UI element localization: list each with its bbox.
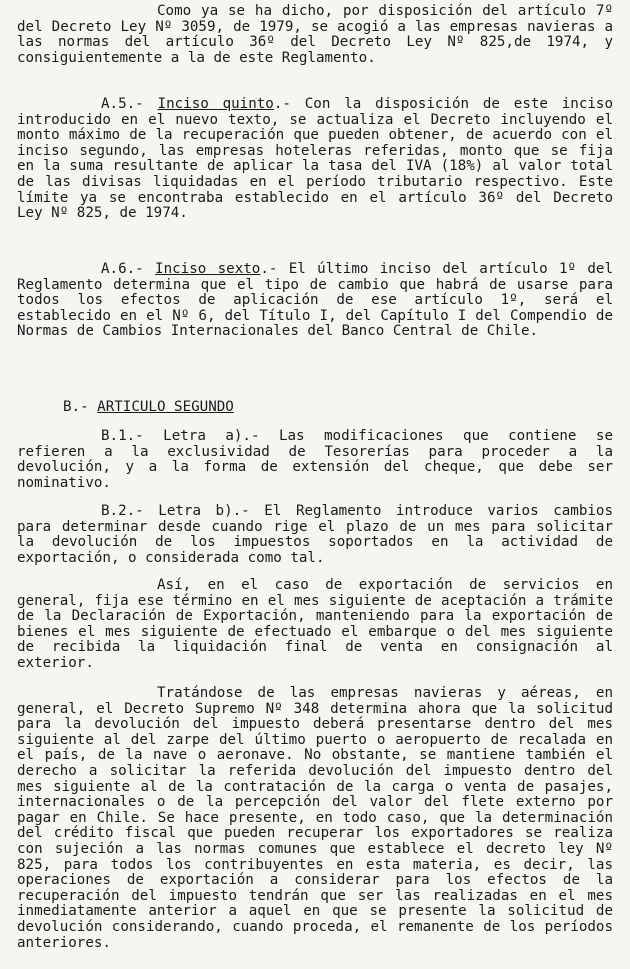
paragraph-intro: Como ya se ha dicho, por disposición del artículo 7º del Decreto Ley Nº 3059, de 1979, se acogió a las empresas navieras a las normas del artículo 36º del Decreto Ley Nº 825,de 1974, y consiguientemente a la de este Reglamento.: [17, 3, 613, 66]
a6-title: Inciso sexto: [155, 261, 261, 277]
section-heading-b: [63, 400, 234, 416]
section-b-label: B.-: [63, 399, 98, 415]
a5-title: Inciso quinto: [157, 96, 274, 112]
paragraph-asi: Así, en el caso de exportación de servicios en general, fija ese término en el mes siguiente de aceptación a trámite de la Declaración de Exportación, manteniendo para la exportación de bienes el mes siguiente de efectuado el embarque o del mes siguiente de recibida la liquidación final de venta en consignación al exterior.: [17, 577, 613, 671]
paragraph-b2: B.2.- Letra b).- El Reglamento introduce varios cambios para determinar desde cuando rige el plazo de un mes para solicitar la devolución de los impuestos soportados en la actividad de exportación, o considerada como tal.: [17, 503, 613, 566]
paragraph-tratandose: Tratándose de las empresas navieras y aéreas, en general, el Decreto Supremo Nº 348 determina ahora que la solicitud para la devolución del impuesto deberá presentarse dentro del mes siguiente al del zarpe del último puerto o aeropuerto de recalada en el país, de la nave o aeronave. No obstante, se mantiene también el derecho a solicitar la referida devolución del impuesto dentro del mes siguiente al de la contratación de la carga o venta de pasajes, internacionales o de la percepción del valor del flete externo por pagar en Chile. Se hace presente, en todo caso, que la determinación del crédito fiscal que pueden recuperar los exportadores se realiza con sujeción a las normas comunes que establece el decreto ley Nº 825, para todos los contribuyentes en esta materia, es decir, las operaciones de exportación a considerar para los efectos de la recuperación del impuesto tendrán que ser las realizadas en el mes inmediatamente anterior a aquel en que se presente la solicitud de devolución considerando, cuando proceda, el remanente de los períodos anteriores.: [17, 685, 613, 951]
paragraph-a5: [17, 97, 613, 222]
a5-label: A.5.-: [101, 96, 158, 112]
a5-body: .- Con la disposición de este inciso introducido en el nuevo texto, se actualiza el Decreto incluyendo el monto máximo de la recuperación que pueden obtener, de acuerdo con el inciso segundo, las empresas hoteleras referidas, monto que se fija en la suma resultante de aplicar la tasa del IVA (18%) al valor total de las divisas liquidadas en el período tributario respectivo. Este límite ya se encontraba establecido en el artículo 36º del Decreto Ley Nº 825, de 1974.: [17, 96, 614, 222]
a6-body: .- El último inciso del artículo 1º del Reglamento determina que el tipo de cambio que habrá de usarse para todos los efectos de aplicación de ese artículo 1º, será el establecido en el Nº 6, del Título I, del Capítulo I del Compendio de Normas de Cambios Internacionales del Banco Central de Chile.: [17, 261, 614, 340]
paragraph-b1: B.1.- Letra a).- Las modificaciones que contiene se refieren a la exclusividad de Tesorerías para proceder a la devolución, y a la forma de extensión del cheque, que debe ser nominativo.: [17, 428, 613, 491]
a6-label: A.6.-: [101, 261, 156, 277]
paragraph-a6: [17, 262, 613, 340]
section-b-title: ARTICULO SEGUNDO: [97, 399, 234, 415]
